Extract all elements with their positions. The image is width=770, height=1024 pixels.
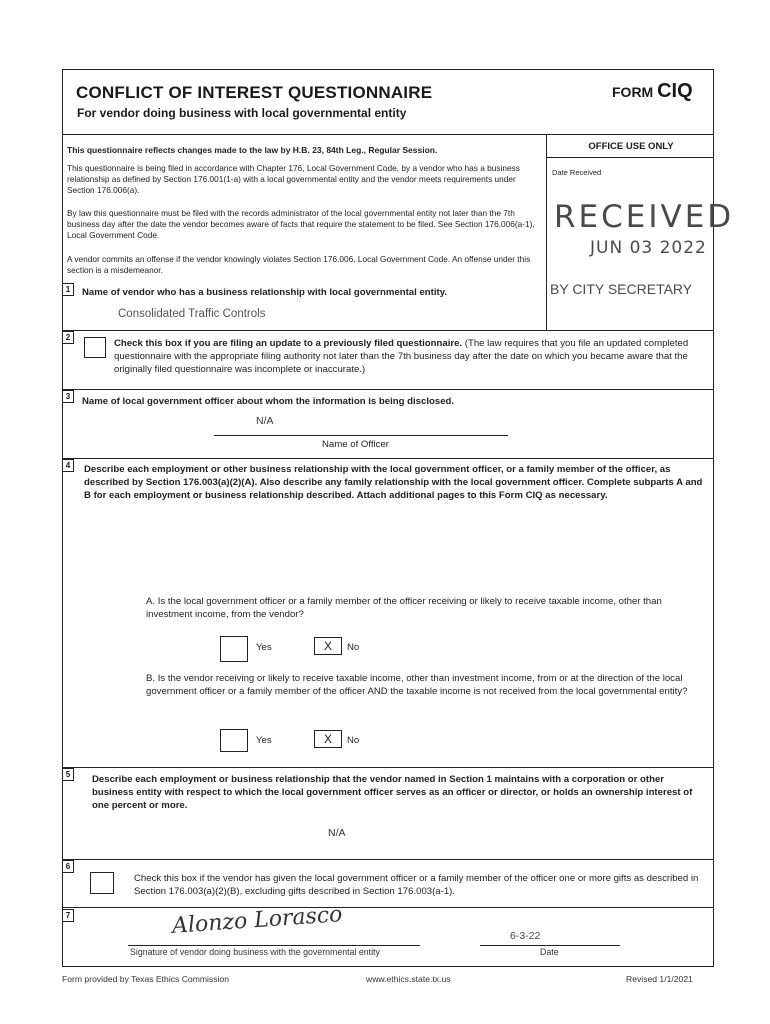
header-divider — [62, 134, 714, 135]
section-6-divider — [62, 907, 714, 908]
question-a-yes-label: Yes — [256, 642, 272, 653]
section-4-divider — [62, 767, 714, 768]
section-5-value[interactable]: N/A — [328, 827, 346, 839]
form-title: CONFLICT OF INTEREST QUESTIONNAIRE — [76, 83, 433, 102]
question-a-no-label: No — [347, 642, 360, 653]
footer-website[interactable]: www.ethics.state.tx.us — [366, 974, 451, 984]
section-2-label-bold: Check this box if you are filing an update to a previously filed questionnaire. — [114, 338, 463, 349]
form-code — [612, 80, 693, 103]
officer-name-value[interactable]: N/A — [256, 415, 274, 427]
vendor-signature[interactable]: Alonzo Lorasco — [171, 902, 344, 939]
footer-revised: Revised 1/1/2021 — [626, 974, 693, 984]
received-stamp-by: BY CITY SECRETARY — [550, 281, 693, 297]
received-stamp: RECEIVED — [554, 199, 735, 235]
question-a-text: A. Is the local government officer or a family member of the officer receiving or likely to receive taxable income, other than investment income, from the vendor? — [146, 596, 662, 620]
date-line — [480, 945, 620, 946]
section-2-label-rest: (The law requires that you file an updated completed questionnaire with the appropriate filing authority not later than the 7th business day after the date on which you became aware that the originally filed questionnaire was incomplete or inaccurate.) — [114, 338, 689, 375]
question-a-yes-checkbox[interactable] — [220, 636, 248, 662]
signature-date-value[interactable]: 6-3-22 — [510, 930, 541, 942]
question-b-no-label: No — [347, 735, 360, 746]
form-subtitle: For vendor doing business with local governmental entity — [77, 106, 407, 120]
section-6-number: 6 — [62, 860, 74, 873]
intro-lead: This questionnaire reflects changes made to the law by H.B. 23, 84th Leg., Regular Session. — [67, 145, 438, 155]
section-5-divider — [62, 859, 714, 860]
section-2-text — [114, 337, 696, 376]
vendor-name-value[interactable]: Consolidated Traffic Controls — [118, 308, 266, 320]
section-7-number: 7 — [62, 909, 74, 922]
section-3-number: 3 — [62, 390, 74, 403]
section-2-divider — [62, 389, 714, 390]
section-5-label: Describe each employment or business relationship that the vendor named in Section 1 maintains with a corporation or other business entity with respect to which the local government officer serves as an officer or director, or holds an ownership interest of one percent or more. — [92, 774, 693, 811]
section-5-number: 5 — [62, 768, 74, 781]
question-a-no-checkbox[interactable]: X — [314, 637, 342, 655]
office-use-heading: OFFICE USE ONLY — [588, 141, 674, 152]
office-use-divider — [546, 134, 547, 330]
question-b-text: B. Is the vendor receiving or likely to receive taxable income, other than investment income, from or at the direction of the local government officer or a family member of the officer AND the taxable income is not received from the local governmental entity? — [146, 673, 688, 697]
question-b-yes-checkbox[interactable] — [220, 729, 248, 752]
office-use-rule — [546, 157, 714, 158]
section-6-label: Check this box if the vendor has given the local government officer or a family member of the officer one or more gifts as described in Section 176.003(a)(2)(B), excluding gifts described in Section 176.003(a-1). — [134, 873, 699, 897]
footer-provided-by: Form provided by Texas Ethics Commission — [62, 974, 229, 984]
date-received-label: Date Received — [552, 168, 602, 177]
signature-line — [128, 945, 420, 946]
section-1-number: 1 — [62, 283, 74, 296]
signature-caption: Signature of vendor doing business with the governmental entity — [130, 947, 380, 957]
section-2-number: 2 — [62, 331, 74, 344]
section-3-divider — [62, 458, 714, 459]
officer-name-caption: Name of Officer — [322, 439, 390, 450]
form-code-value: CIQ — [657, 80, 693, 102]
intro-para-1: This questionnaire is being filed in accordance with Chapter 176, Local Government Code, by a vendor who has a business relationship as defined by Section 176.001(1-a) with a local governmental entity and the vendor meets requirements under Section 176.006(a). — [67, 163, 520, 195]
intro-para-3: A vendor commits an offense if the vendor knowingly violates Section 176.006, Local Government Code. An offense under this section is a misdemeanor. — [67, 254, 531, 275]
form-code-prefix: FORM — [612, 84, 654, 100]
update-checkbox[interactable] — [84, 337, 106, 358]
officer-name-line — [214, 435, 508, 436]
question-b-yes-label: Yes — [256, 735, 272, 746]
gifts-checkbox[interactable] — [90, 872, 114, 894]
section-1-divider — [62, 330, 714, 331]
intro-para-2: By law this questionnaire must be filed with the records administrator of the local governmental entity not later than the 7th business day after the date the vendor becomes aware of facts that require the statement to be filed. See Section 176.006(a-1), Local Government Code. — [67, 208, 535, 240]
date-caption: Date — [540, 947, 559, 957]
received-stamp-date: JUN 03 2022 — [590, 238, 707, 258]
section-4-label: Describe each employment or other business relationship with the local government officer, or a family member of the officer, as described by Section 176.003(a)(2)(A). Also describe any family relationship with the local government officer. Complete subparts A and B for each employment or business relationship described. Attach additional pages to this Form CIQ as necessary. — [84, 464, 703, 501]
section-3-label: Name of local government officer about whom the information is being disclosed. — [82, 396, 455, 407]
section-4-number: 4 — [62, 459, 74, 472]
section-1-label: Name of vendor who has a business relationship with local governmental entity. — [82, 287, 447, 298]
question-b-no-checkbox[interactable]: X — [314, 730, 342, 748]
